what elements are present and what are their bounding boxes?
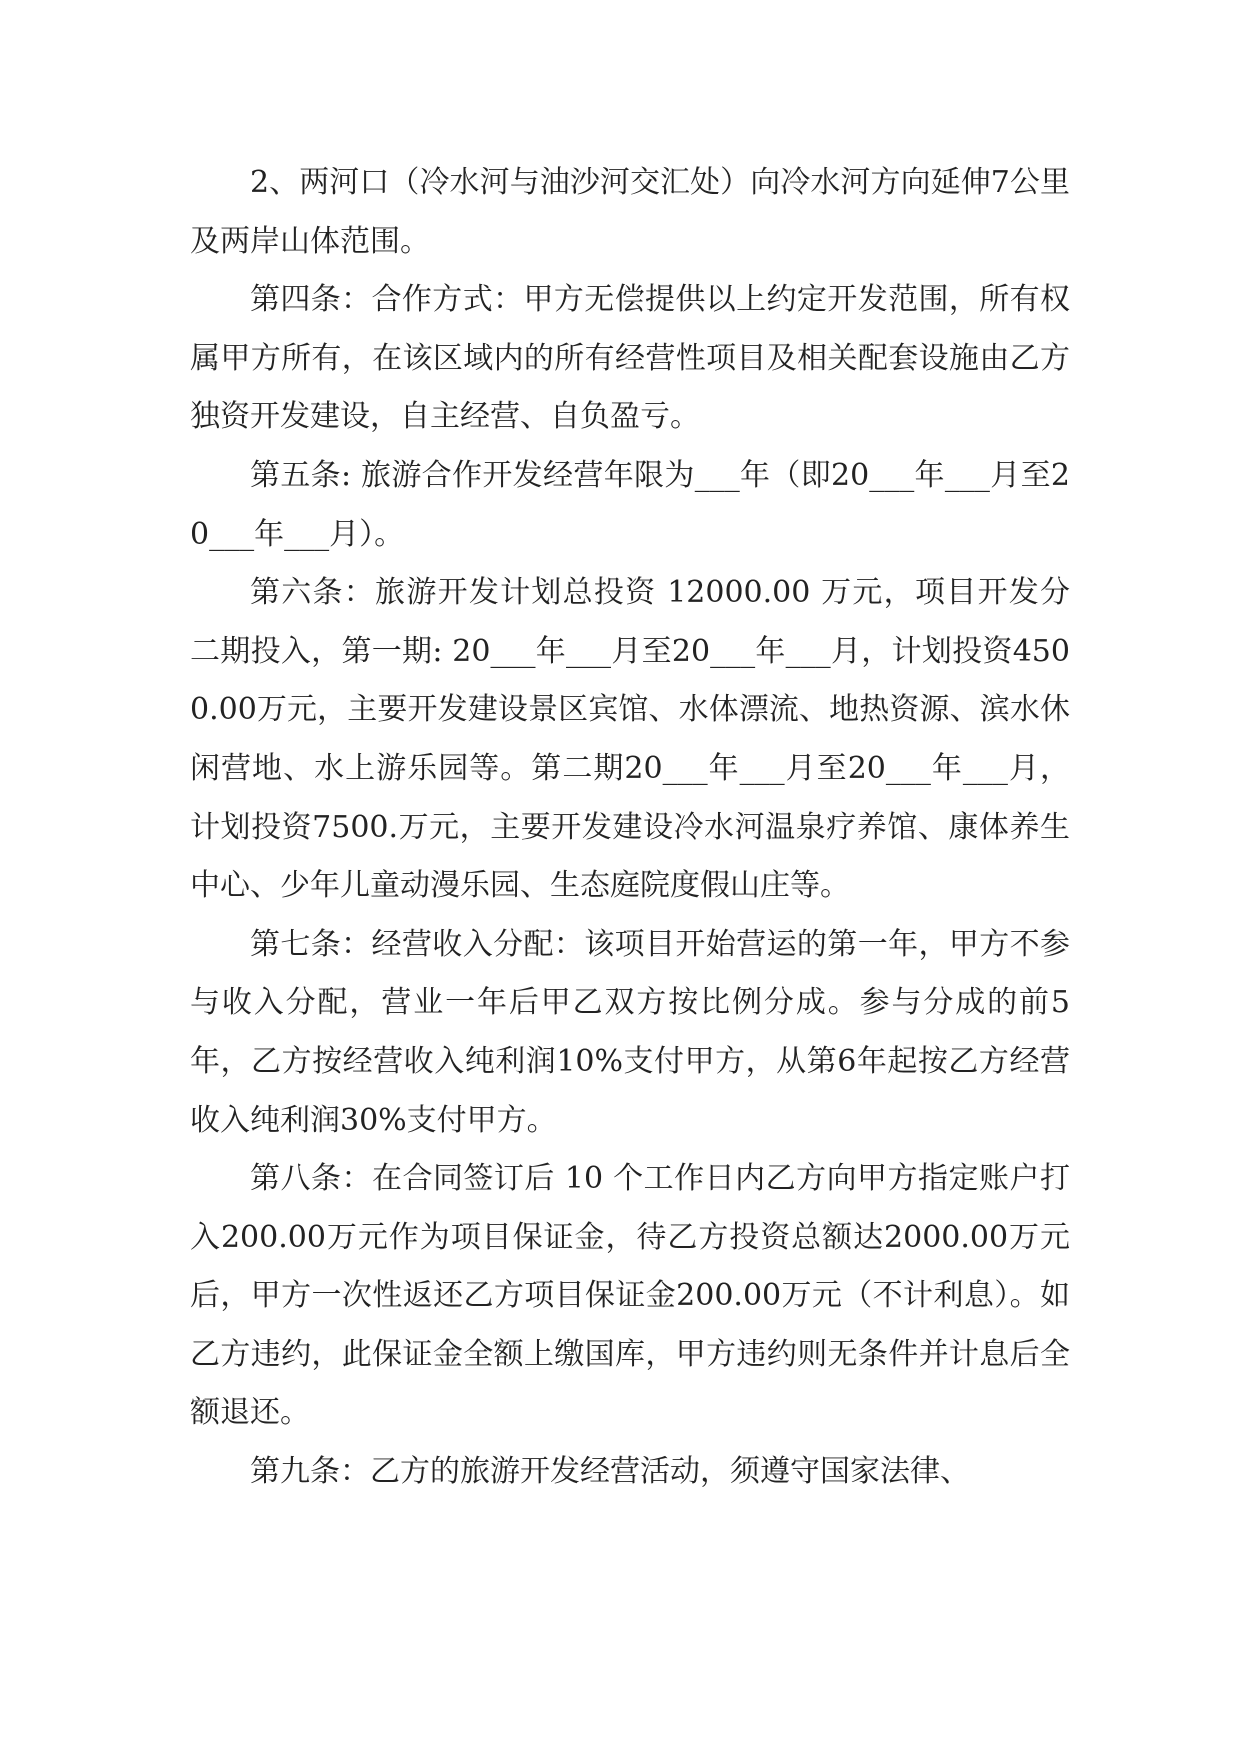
paragraph-scope-item-2: 2、两河口（冷水河与油沙河交汇处）向冷水河方向延伸7公里及两岸山体范围。 bbox=[190, 165, 1070, 259]
paragraph-article-8: 第八条：在合同签订后 10 个工作日内乙方向甲方指定账户打入200.00万元作为项目保证金，待乙方投资总额达2000.00万元后，甲方一次性返还乙方项目保证金200.00万元（不计利息）。如乙方违约，此保证金全额上缴国库，甲方违约则无条件并计息后全额退还。 bbox=[190, 1161, 1070, 1431]
paragraph-article-4: 第四条：合作方式：甲方无偿提供以上约定开发范围，所有权属甲方所有，在该区域内的所有经营性项目及相关配套设施由乙方独资开发建设，自主经营、自负盈亏。 bbox=[190, 282, 1070, 435]
paragraph-article-6: 第六条：旅游开发计划总投资 12000.00 万元，项目开发分二期投入，第一期: 20___年___月至20___年___月，计划投资4500.00万元，主要开发建设景区宾馆、水体漂流、地热资源、滨水休闲营地、水上游乐园等。第二期20___年___月至20___年___月，计划投资7500.万元，主要开发建设冷水河温泉疗养馆、康体养生中心、少年儿童动漫乐园、生态庭院度假山庄等。 bbox=[190, 575, 1070, 904]
paragraph-article-9: 第九条：乙方的旅游开发经营活动，须遵守国家法律、 bbox=[250, 1454, 970, 1490]
paragraph-article-5: 第五条: 旅游合作开发经营年限为___年（即20___年___月至20___年___月）。 bbox=[190, 457, 1070, 552]
document-body bbox=[190, 154, 1070, 1502]
paragraph-article-7: 第七条：经营收入分配：该项目开始营运的第一年，甲方不参与收入分配，营业一年后甲乙双方按比例分成。参与分成的前5年，乙方按经营收入纯利润10%支付甲方，从第6年起按乙方经营收入纯利润30%支付甲方。 bbox=[190, 926, 1070, 1138]
